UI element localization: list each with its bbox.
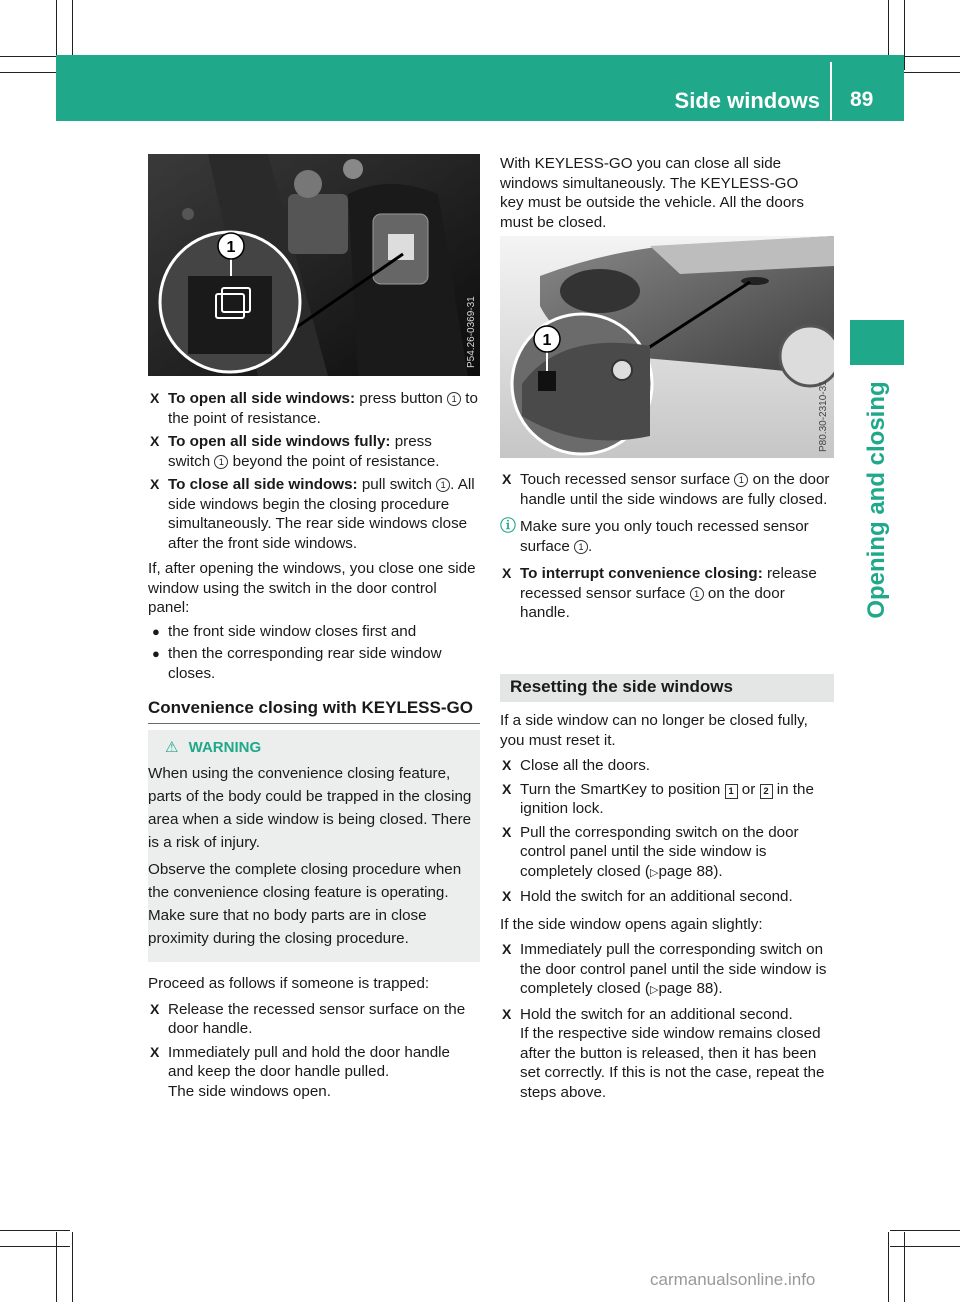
step-label: To open all side windows fully: xyxy=(168,433,391,450)
step-text: or xyxy=(737,780,760,798)
chapter-tab-marker xyxy=(850,320,904,365)
step-text: ). xyxy=(713,862,723,880)
page-ref-arrow-icon: ▷ xyxy=(650,984,659,996)
step-text: to the point of resistance. xyxy=(168,390,478,427)
instruction-step: X Immediately pull and hold the door handle and keep the door handle pulled. The side windows open. xyxy=(150,1043,450,1100)
key-position-symbol: 2 xyxy=(760,784,773,799)
page-reference-link[interactable]: page 88 xyxy=(658,862,714,880)
section-heading: Convenience closing with KEYLESS-GO xyxy=(148,698,473,717)
info-text: Make sure you only touch recessed sensor surface xyxy=(520,518,809,555)
page-number: 89 xyxy=(850,88,874,111)
step-label: To interrupt convenience closing: xyxy=(520,565,763,582)
callout-number: 1 xyxy=(447,392,461,406)
instruction-step: X Release the recessed sensor surface on the door handle. xyxy=(150,1000,466,1037)
instruction-step: X Immediately pull the corresponding switch on the door control panel until the side window is completely closed (▷page 88). xyxy=(502,941,827,997)
step-text: Immediately pull the corresponding switch on the door control panel until the side window is completely closed ( xyxy=(520,941,827,997)
step-label: To open all side windows: xyxy=(168,390,356,407)
step-text: . All side windows begin the closing procedure simultaneously. The rear side windows close after the front side windows. xyxy=(168,476,475,552)
callout-number: 1 xyxy=(574,540,588,554)
crop-mark xyxy=(890,1230,960,1231)
crop-mark xyxy=(0,1230,70,1231)
section-rule xyxy=(148,723,480,724)
step-text: press switch xyxy=(168,433,432,470)
warning-icon: ⚠ xyxy=(165,739,179,756)
bullet-text: the front side window closes first and xyxy=(168,622,417,640)
right-intro xyxy=(500,154,818,232)
step-text: Touch recessed sensor surface xyxy=(520,471,735,488)
instruction-step: X Hold the switch for an additional second. If the respective side window remains closed after the button is released, then it has been set correctly. If this is not the case, repeat the steps above. xyxy=(502,1005,825,1101)
figure-code: P80.30-2310-31 xyxy=(818,380,829,452)
figure-window-switch xyxy=(148,154,480,376)
figure-code: P54.26-0369-31 xyxy=(466,296,477,368)
step-text: ). xyxy=(713,980,723,997)
step-text: on the door handle. xyxy=(520,584,785,621)
crop-mark xyxy=(888,1232,889,1302)
step-text: Turn the SmartKey to position xyxy=(520,780,725,798)
instruction-step: X To open all side windows: press button 1 to the point of resistance. xyxy=(150,390,478,427)
key-position-symbol: 1 xyxy=(725,784,738,799)
right-steps xyxy=(500,470,834,623)
page-reference-link[interactable]: page 88 xyxy=(658,980,714,997)
warning-title-text: WARNING xyxy=(188,739,262,756)
info-icon: ⓘ xyxy=(500,518,517,535)
step-text: pull switch xyxy=(357,476,437,493)
page-title: Side windows xyxy=(674,88,820,113)
instruction-step: X Pull the corresponding switch on the door control panel until the side window is completely closed (▷page 88). xyxy=(502,823,799,880)
left-steps xyxy=(148,389,478,683)
paragraph: If, after opening the windows, you close one side window using the switch in the door control panel: xyxy=(148,560,476,616)
info-text: . xyxy=(588,537,593,555)
chapter-tab-label: Opening and closing xyxy=(863,381,890,619)
step-text: Hold the switch for an additional second. xyxy=(520,888,793,905)
callout-number: 1 xyxy=(436,478,450,492)
instruction-step: X To close all side windows: pull switch 1 . All side windows begin the closing procedure simultaneously. The rear side windows close after the front side windows. xyxy=(150,476,475,552)
step-text: in the ignition lock. xyxy=(520,780,814,817)
step-text: on the door handle until the side windows are fully closed. xyxy=(520,471,830,508)
watermark: carmanualsonline.info xyxy=(650,1270,816,1289)
bullet-text: then the corresponding rear side window closes. xyxy=(168,645,442,682)
step-text: Pull the corresponding switch on the door control panel until the side window is completely closed ( xyxy=(520,823,799,880)
callout-number: 1 xyxy=(214,455,228,469)
paragraph: Proceed as follows if someone is trapped: xyxy=(148,975,430,992)
step-text: Release the recessed sensor surface on the door handle. xyxy=(168,1000,466,1037)
step-text: release recessed sensor surface xyxy=(520,565,817,602)
instruction-step: X To interrupt convenience closing: release recessed sensor surface 1 on the door handle. xyxy=(502,565,817,621)
instruction-step: X Turn the SmartKey to position 1 or 2 in the ignition lock. xyxy=(502,780,814,817)
callout-number: 1 xyxy=(734,473,748,487)
step-result: If the respective side window remains closed after the button is released, then it has been set correctly. If this is not the case, repeat the steps above. xyxy=(520,1025,825,1101)
bullet-item: ● then the corresponding rear side window closes. xyxy=(152,645,442,682)
instruction-step: X Close all the doors. xyxy=(502,757,651,774)
bullet-item: ● the front side window closes first and xyxy=(152,622,417,640)
step-text: press button xyxy=(355,390,448,407)
instruction-step: X To open all side windows fully: press switch 1 beyond the point of resistance. xyxy=(150,433,440,470)
step-text: Close all the doors. xyxy=(520,757,651,774)
step-text: beyond the point of resistance. xyxy=(228,452,440,470)
instruction-step: X Touch recessed sensor surface 1 on the door handle until the side windows are fully closed. xyxy=(502,471,830,508)
paragraph: If a side window can no longer be closed fully, you must reset it. xyxy=(500,712,808,749)
figure-callout-number: 1 xyxy=(542,332,552,349)
left-steps-2 xyxy=(148,974,478,1101)
step-text: Immediately pull and hold the door handle and keep the door handle pulled. xyxy=(168,1043,450,1080)
reset-content xyxy=(500,711,834,1102)
paragraph: If the side window opens again slightly: xyxy=(500,915,763,933)
page-ref-arrow-icon: ▷ xyxy=(650,866,659,879)
crop-mark xyxy=(904,1232,905,1302)
figure-door-handle-sensor xyxy=(500,236,834,458)
warning-text xyxy=(148,762,478,954)
crop-mark xyxy=(0,1246,70,1247)
warning-title xyxy=(165,738,261,756)
crop-mark xyxy=(890,1246,960,1247)
step-result: The side windows open. xyxy=(168,1082,331,1100)
header-divider xyxy=(830,62,832,120)
info-note xyxy=(500,517,834,556)
figure-callout-number: 1 xyxy=(226,239,236,256)
crop-mark xyxy=(56,1232,57,1302)
section-heading: Resetting the side windows xyxy=(510,677,733,696)
callout-number: 1 xyxy=(690,587,704,601)
crop-mark xyxy=(72,1232,73,1302)
step-label: To close all side windows: xyxy=(168,476,358,493)
step-text: Hold the switch for an additional second. xyxy=(520,1005,793,1023)
warning-paragraph: Observe the complete closing procedure when the convenience closing feature is operating. Make sure that no body parts are in close proximity during the closing procedure. xyxy=(148,861,462,947)
paragraph: With KEYLESS-GO you can close all side windows simultaneously. The KEYLESS-GO key must be outside the vehicle. All the doors must be closed. xyxy=(500,155,804,231)
crop-mark xyxy=(904,0,905,70)
warning-paragraph: When using the convenience closing feature, parts of the body could be trapped in the closing area when a side window is being closed. There is a risk of injury. xyxy=(148,765,472,851)
instruction-step: X Hold the switch for an additional second. xyxy=(502,888,793,905)
